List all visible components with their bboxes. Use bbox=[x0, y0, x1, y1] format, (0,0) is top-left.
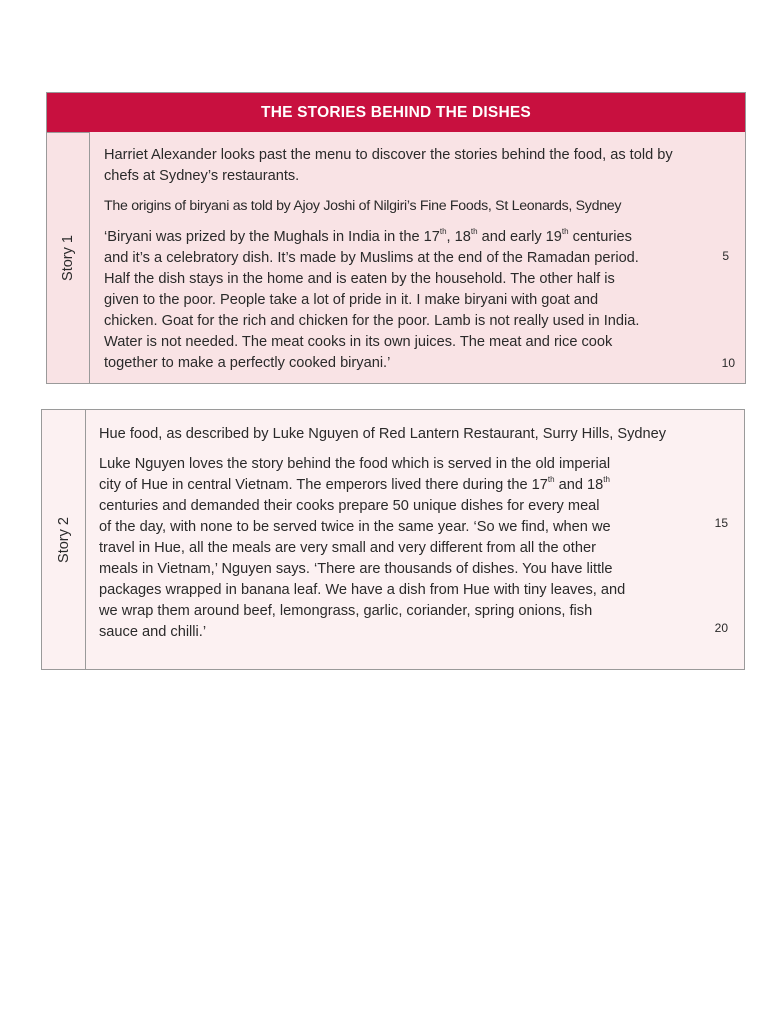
line-number: 20 bbox=[714, 621, 728, 635]
story-1-subheading: The origins of biryani as told by Ajoy Joshi of Nilgiri’s Fine Foods, St Leonards, Sydney bbox=[104, 198, 622, 214]
body-line: Luke Nguyen loves the story behind the food which is served in the old imperial bbox=[99, 456, 611, 472]
body-line: of the day, with none to be served twice in the same year. ‘So we find, when we bbox=[99, 519, 611, 535]
line-number: 5 bbox=[722, 249, 729, 263]
quote-line: chicken. Goat for the rich and chicken for the poor. Lamb is not really used in India. bbox=[104, 313, 640, 329]
quote-line: and it’s a celebratory dish. It’s made by Muslims at the end of the Ramadan period. bbox=[104, 250, 639, 266]
story-2-panel bbox=[41, 409, 745, 670]
story-1-label: Story 1 bbox=[60, 235, 76, 281]
story-2-heading: Hue food, as described by Luke Nguyen of Red Lantern Restaurant, Surry Hills, Sydney bbox=[99, 426, 667, 442]
body-line: travel in Hue, all the meals are very small and very different from all the other bbox=[99, 540, 596, 556]
quote-line: Half the dish stays in the home and is eaten by the household. The other half is bbox=[104, 271, 615, 287]
line-number: 15 bbox=[714, 516, 728, 530]
story-1-content bbox=[104, 145, 704, 374]
quote-line: ‘Biryani was prized by the Mughals in India in the 17th, 18th and early 19th centuries bbox=[104, 227, 632, 245]
body-line: packages wrapped in banana leaf. We have a dish from Hue with tiny leaves, and bbox=[99, 582, 626, 598]
story-1-sidebar bbox=[47, 132, 90, 383]
story-1-intro: Harriet Alexander looks past the menu to discover the stories behind the food, as told by chefs at Sydney’s restaurants. bbox=[104, 147, 673, 184]
quote-line: together to make a perfectly cooked biryani.’ bbox=[104, 355, 391, 371]
story-1-panel bbox=[46, 92, 746, 384]
story-2-label: Story 2 bbox=[55, 516, 72, 563]
body-line: meals in Vietnam,’ Nguyen says. ‘There are thousands of dishes. You have little bbox=[99, 561, 613, 577]
line-number: 10 bbox=[721, 356, 735, 370]
quote-line: given to the poor. People take a lot of pride in it. I make biryani with goat and bbox=[104, 292, 599, 308]
body-line: centuries and demanded their cooks prepare 50 unique dishes for every meal bbox=[99, 498, 600, 514]
story-2-body bbox=[99, 454, 699, 643]
body-line: we wrap them around beef, lemongrass, garlic, coriander, spring onions, fish bbox=[99, 603, 593, 619]
section-title: THE STORIES BEHIND THE DISHES bbox=[47, 93, 745, 132]
story-2-content bbox=[99, 424, 699, 643]
story-2-sidebar bbox=[42, 410, 86, 669]
quote-line: Water is not needed. The meat cooks in its own juices. The meat and rice cook bbox=[104, 334, 613, 350]
story-1-quote bbox=[104, 227, 704, 374]
body-line: city of Hue in central Vietnam. The emperors lived there during the 17th and 18th bbox=[99, 475, 610, 493]
body-line: sauce and chilli.’ bbox=[99, 624, 207, 640]
